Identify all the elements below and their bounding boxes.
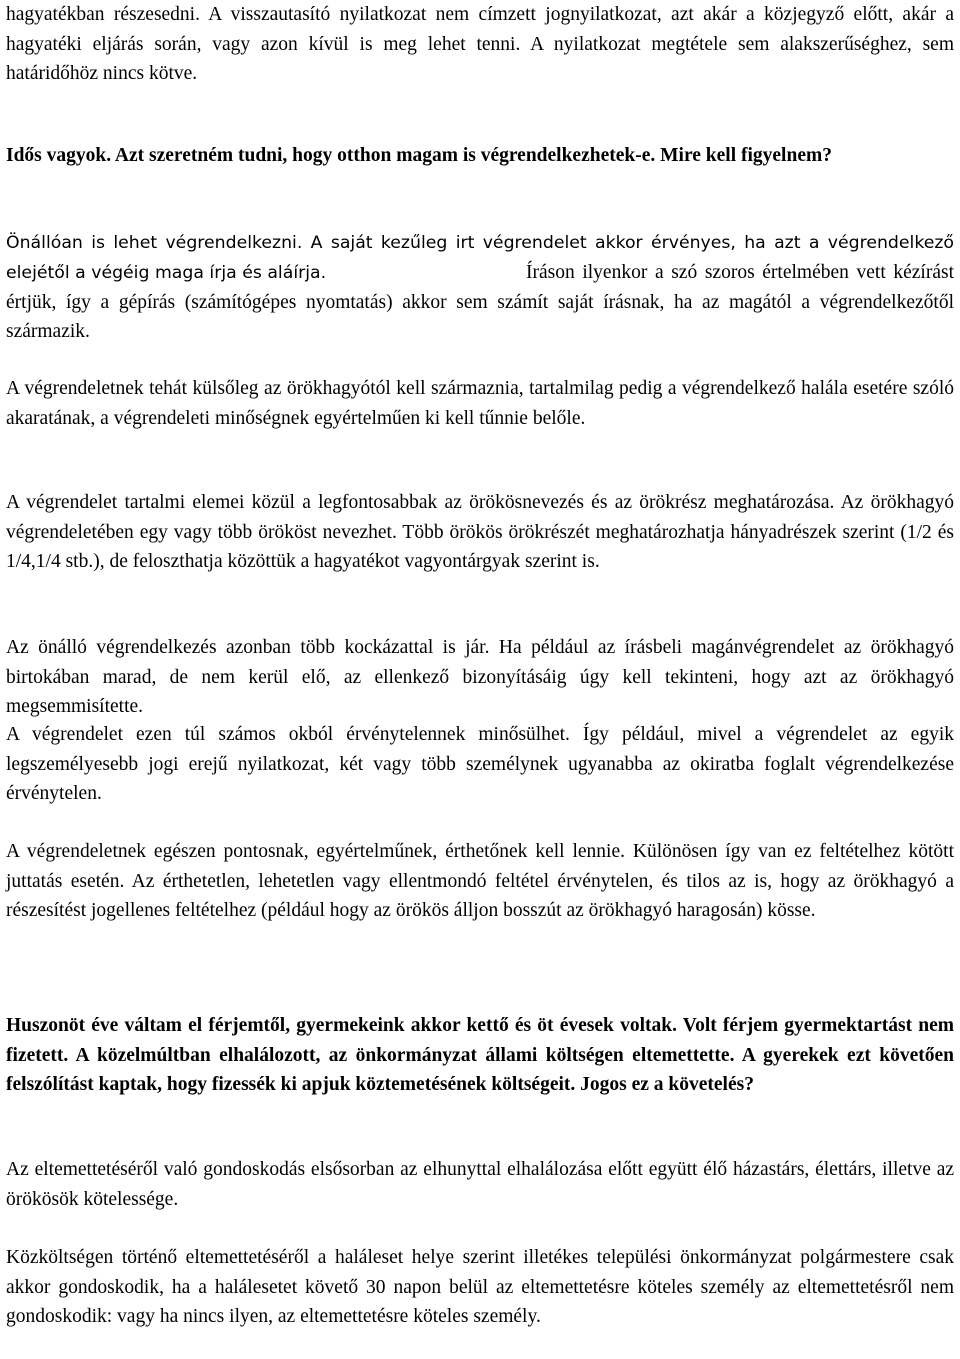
paragraph-clarity-requirement: A végrendeletnek egészen pontosnak, egyértelműnek, érthetőnek kell lennie. Különösen így van ez feltételhez kötött juttatás esetén. Az érthetetlen, lehetetlen vagy ellentmondó feltétel érvénytelen, és tilos az is, hogy az örökhagyó a részesítést jogellenes feltételhez (például hogy az örökös álljon bosszút az örökhagyó haragosán) kösse. [6,841,954,921]
paragraph-invalidity: A végrendelet ezen túl számos okból érvénytelennek minősülhet. Így például, mivel a végrendelet az egyik legszemélyesebb jogi erejű nyilatkozat, két vagy több személynek ugyanabba az okiratba foglalt végrendelkezése érvénytelen. [6,724,954,804]
paragraph-self-will-intro: Önállóan is lehet végrendelkezni. A saját kezűleg irt végrendelet akkor érvényes, ha azt a végrendelkező elejétől a végéig maga írja és aláírja. [6,233,954,283]
paragraph-public-funeral: Közköltségen történő eltemettetéséről a haláleset helye szerint illetékes települési önkormányzat polgármestere csak akkor gondoskodik, ha a halálesetet követő 30 napon belül az eltemettetésre köteles személy az eltemettetésről nem gondoskodik: vagy ha nincs ilyen, az eltemettetésre köteles személy. [6,1247,954,1327]
paragraph-handwriting-definition: Íráson ilyenkor a szó szoros értelmében vett kézírást értjük, így a gépírás (számítógépes nyomtatás) akkor sem számít saját írásnak, ha az magától a végrendelkezőtől származik. [6,262,954,342]
paragraph-funeral-duty: Az eltemettetéséről való gondoskodás elsősorban az elhunyttal elhalálozása előtt együtt élő házastárs, élettárs, illetve az örökösök kötelessége. [6,1159,954,1210]
question-funeral-costs: Huszonöt éve váltam el férjemtől, gyermekeink akkor kettő és öt évesek voltak. Volt férjem gyermektartást nem fizetett. A közelmúltban elhalálozott, az önkormányzat állami költségen eltemettette. A gyerekek ezt követően felszólítást kaptak, hogy fizessék ki apjuk köztemetésének költségeit. Jogos ez a követelés? [6,1015,954,1095]
paragraph-will-content-origin: A végrendeletnek tehát külsőleg az örökhagyótól kell származnia, tartalmilag pedig a végrendelkező halála esetére szóló akaratának, a végrendeleti minőségnek egyértelműen ki kell tűnnie belőle. [6,378,954,429]
paragraph-self-will-risks: Az önálló végrendelkezés azonban több kockázattal is jár. Ha például az írásbeli magánvégrendelet az örökhagyó birtokában marad, de nem kerül elő, az ellenkező bizonyításáig úgy kell tekinteni, hogy azt az örökhagyó megsemmisítette. [6,637,954,717]
paragraph-will-elements: A végrendelet tartalmi elemei közül a legfontosabbak az örökösnevezés és az örökrész meghatározása. Az örökhagyó végrendeletében egy vagy több örököst nevezhet. Több örökös örökrészét meghatározhatja hányadrészek szerint (1/2 és 1/4,1/4 stb.), de feloszthatja közöttük a hagyatékot vagyontárgyak szerint is. [6,492,954,572]
question-home-will: Idős vagyok. Azt szeretném tudni, hogy otthon magam is végrendelkezhetek-e. Mire kell figyelnem? [6,145,832,166]
paragraph-inheritance-refusal: hagyatékban részesedni. A visszautasító nyilatkozat nem címzett jognyilatkozat, azt akár a közjegyző előtt, akár a hagyatéki eljárás során, vagy azon kívül is meg lehet tenni. A nyilatkozat megtétele sem alakszerűséghez, sem határidőhöz nincs kötve. [6,4,954,84]
